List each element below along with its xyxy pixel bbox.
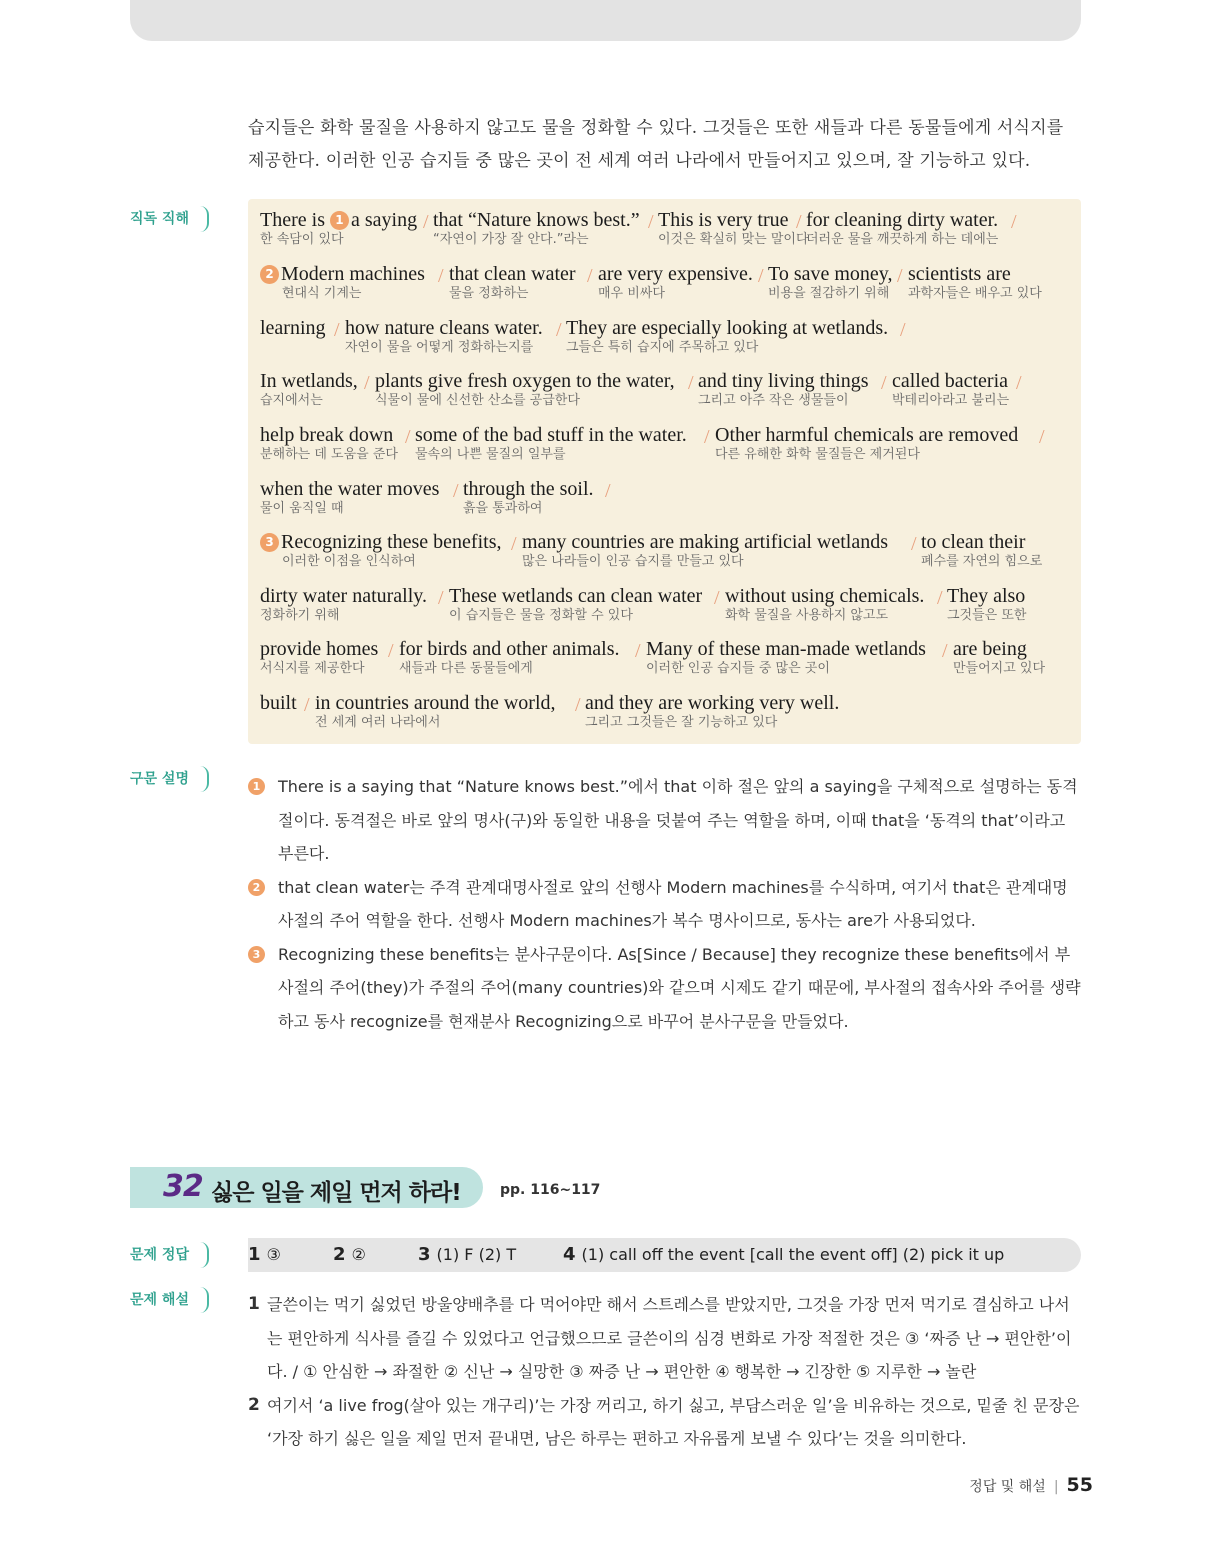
slash: / [511,533,517,555]
chunk [585,691,839,733]
chunk-en: This is very true [658,209,789,231]
number-badge: 2 [248,879,265,896]
slash: / [304,694,310,716]
slash: / [704,426,710,448]
chunk-kr: 습지에서는 [260,393,323,408]
chunk-en: dirty water naturally. [260,585,427,607]
chunk-en: and they are working very well. [585,692,840,714]
chunk-line [260,262,1075,316]
chunk [598,262,753,304]
label-answers: 문제 정답 [130,1242,209,1268]
top-header-bar [130,0,1081,41]
number-badge: 2 [260,265,279,284]
chunk [921,530,1042,572]
chunk-en: built [260,692,297,714]
answer-value: ② [351,1245,366,1264]
chunk-en: Many of these man-made wetlands [646,638,926,660]
chunk-en: There is 1 a saying [260,209,418,231]
chunk-en: called bacteria [892,370,1009,392]
chunk-kr: 물을 정화하는 [449,286,529,301]
chunk [566,316,888,358]
answer-item [248,1244,281,1265]
slash: / [714,587,720,609]
solution-text: 글쓴이는 먹기 싫었던 방울양배추를 다 먹어야만 해서 스트레스를 받았지만, 그것을 가장 먼저 먹기로 결심하고 나서는 편안하게 식사를 즐길 수 있었다고 언급했으므로 글쓴이의 심경 변화로 가장 적절한 것은 ③ ‘짜증 난 → 편안한’이다. / ① 안심한 → 좌절한 ② 신난 → 실망한 ③ 짜증 난 → 편안한 ④ 행복한 → 긴장한 ⑤ 지루한 → 놀란 [267,1295,1072,1381]
slash: / [1011,211,1017,233]
chunk-line [260,423,1075,477]
syntax-explanations [248,770,1081,1038]
explanation-item [248,770,1081,871]
chunk-en: through the soil. [463,478,594,500]
chunk [725,584,924,626]
chunk-en: and tiny living things [698,370,869,392]
chunk-en: for cleaning dirty water. [806,209,999,231]
chunk [947,584,1026,626]
chunk [260,369,358,411]
answer-bar [248,1238,1081,1272]
section-title: 싫은 일을 제일 먼저 하라! [211,1180,461,1206]
slash: / [635,640,641,662]
chunk [522,530,888,572]
chunk [768,262,893,304]
chunk-kr: 물속의 나쁜 물질의 일부를 [415,447,566,462]
answer-value: ③ [266,1245,281,1264]
chunk-line [260,316,1075,370]
chunk-kr: 다른 유해한 화학 물질들은 제거된다 [715,447,920,462]
chunk-kr: 이 습지들은 물을 정화할 수 있다 [449,608,633,623]
answer-value: (1) call off the event [call the event off] (2) pick it up [581,1245,1005,1264]
answer-number: 2 [333,1244,346,1265]
chunk [260,584,427,626]
slash: / [900,319,906,341]
number-badge: 3 [260,533,279,552]
chunk-en: are very expensive. [598,263,753,285]
solution-text: 여기서 ‘a live frog(살아 있는 개구리)’는 가장 꺼리고, 하기 싫고, 부담스러운 일’을 비유하는 것으로, 밑줄 친 문장은 ‘가장 하기 싫은 일을 제일 먼저 끝내면, 남은 하루는 편하고 자유롭게 보낼 수 있다’는 것을 의미한다. [267,1395,1080,1448]
chunk-en: To save money, [768,263,893,285]
chunk [315,691,556,733]
answer-item [333,1244,366,1265]
chunk-en: help break down [260,424,394,446]
chunk-kr: 그것들은 또한 [947,608,1027,623]
chunk [260,423,398,465]
slash: / [758,265,764,287]
section-pages: pp. 116~117 [500,1182,601,1198]
slash: / [587,265,593,287]
slash: / [423,211,429,233]
chunk-en: In wetlands, [260,370,358,392]
chunk-line [260,637,1075,691]
slash: / [1016,372,1022,394]
chunk [260,691,297,713]
slash: / [334,319,340,341]
chunk [260,477,439,519]
chunk [449,262,576,304]
solution-item [248,1288,1081,1389]
slash: / [648,211,654,233]
chunk-kr: 전 세계 여러 나라에서 [315,715,441,730]
slash: / [575,694,581,716]
chunk-kr: 폐수를 자연의 힘으로 [921,554,1043,569]
chunk-kr: 분해하는 데 도움을 준다 [260,447,398,462]
slash: / [453,480,459,502]
chunk-en: when the water moves [260,478,440,500]
translation-paragraph: 습지들은 화학 물질을 사용하지 않고도 물을 정화할 수 있다. 그것들은 또한 새들과 다른 동물들에게 서식지를 제공한다. 이러한 인공 습지들 중 많은 곳이 전 세계 여러 나라에서 만들어지고 있으며, 잘 기능하고 있다. [248,118,1064,171]
chunk-kr: 화학 물질을 사용하지 않고도 [725,608,889,623]
chunk-kr: 자연이 물을 어떻게 정화하는지를 [345,340,534,355]
number-badge: 1 [330,211,349,230]
chunk-kr: “자연이 가장 잘 안다.”라는 [433,232,589,247]
chunk-en: are being [953,638,1027,660]
chunk-kr: 비용을 절감하기 위해 [768,286,890,301]
slash: / [1039,426,1045,448]
slash: / [388,640,394,662]
chunk-kr: 매우 비싸다 [598,286,665,301]
slash: / [937,587,943,609]
chunk-kr: 흙을 통과하여 [463,501,543,516]
chunk-en: provide homes [260,638,379,660]
chunk [433,208,640,250]
chunk-en: 3 Recognizing these benefits, [260,530,502,554]
chunk [375,369,675,411]
answer-item [418,1244,516,1265]
number-badge: 1 [248,778,265,795]
solution-item [248,1389,1081,1456]
chunk-kr: 이러한 이점을 인식하여 [282,554,416,569]
chunk-kr: 그리고 그것들은 잘 기능하고 있다 [585,715,778,730]
slash: / [364,372,370,394]
chunk [953,637,1045,679]
slash: / [556,319,562,341]
chunk-en: Other harmful chemicals are removed [715,424,1019,446]
chunk-kr: 서식지를 제공한다 [260,661,365,676]
chunk [698,369,869,411]
chunk-reading-box [248,199,1081,744]
chunk-line [260,369,1075,423]
chunk [260,262,425,304]
slash: / [688,372,694,394]
chunk-kr: 물이 움직일 때 [260,501,344,516]
chunk-en: that “Nature knows best.” [433,209,640,231]
section-title-banner [130,1167,483,1208]
slash: / [605,480,611,502]
chunk-kr: 한 속담이 있다 [260,232,344,247]
page-footer: 정답 및 해설 | 55 [969,1474,1093,1496]
slash: / [881,372,887,394]
chunk-kr: 이것은 확실히 맞는 말이다 [658,232,809,247]
chunk [892,369,1009,411]
chunk-en: scientists are [908,263,1011,285]
chunk-en: some of the bad stuff in the water. [415,424,687,446]
answer-value: (1) F (2) T [436,1245,517,1264]
label-solutions: 문제 해설 [130,1287,209,1313]
solutions [248,1288,1081,1456]
chunk [260,316,326,338]
solution-number: 1 [248,1294,260,1314]
chunk-en: learning [260,317,326,339]
chunk [415,423,687,465]
solution-number: 2 [248,1394,260,1415]
chunk [908,262,1042,304]
chunk [463,477,594,519]
chunk-kr: 식물이 물에 신선한 산소를 공급한다 [375,393,580,408]
footer-label: 정답 및 해설 [969,1479,1046,1495]
chunk-kr: 그리고 아주 작은 생물들이 [698,393,849,408]
chunk-en: to clean their [921,531,1026,553]
chunk-kr: 이러한 인공 습지들 중 많은 곳이 [646,661,830,676]
slash: / [405,426,411,448]
chunk-en: in countries around the world, [315,692,556,714]
chunk-kr: 더러운 물을 깨끗하게 하는 데에는 [806,232,999,247]
label-direct-translation: 직독 직해 [130,206,209,232]
chunk-en: plants give fresh oxygen to the water, [375,370,675,392]
chunk-en: They are especially looking at wetlands. [566,317,889,339]
chunk-kr: 새들과 다른 동물들에게 [399,661,533,676]
slash: / [438,265,444,287]
chunk-en: for birds and other animals. [399,638,620,660]
chunk-en: 2 Modern machines [260,262,425,286]
chunk-kr: 과학자들은 배우고 있다 [908,286,1042,301]
chunk [658,208,809,250]
chunk [715,423,1018,465]
chunk-line [260,584,1075,638]
page-number: 55 [1066,1474,1093,1496]
slash: / [911,533,917,555]
chunk-line [260,477,1075,531]
chunk [449,584,702,626]
explanation-text: There is a saying that “Nature knows best.”에서 that 이하 절은 앞의 a saying을 구체적으로 설명하는 동격절이다. 동격절은 바로 앞의 명사(구)와 동일한 내용을 덧붙여 주는 역할을 하며, 이때 that을 ‘동격의 that’이라고 부른다. [278,777,1078,863]
chunk-line [260,530,1075,584]
slash: / [438,587,444,609]
chunk-en: how nature cleans water. [345,317,543,339]
explanation-text: that clean water는 주격 관계대명사절로 앞의 선행사 Modern machines를 수식하며, 여기서 that은 관계대명사절의 주어 역할을 한다. 선행사 Modern machines가 복수 명사이므로, 동사는 are가 사용되었다. [278,877,1068,930]
answer-number: 3 [418,1244,431,1265]
chunk-kr: 만들어지고 있다 [953,661,1046,676]
slash: / [897,265,903,287]
explanation-item [248,938,1081,1039]
label-syntax-explanation: 구문 설명 [130,766,209,792]
chunk [646,637,926,679]
answer-item [563,1244,1004,1265]
chunk-line [260,208,1075,262]
chunk [260,530,502,572]
chunk-kr: 그들은 특히 습지에 주목하고 있다 [566,340,759,355]
chunk-en: without using chemicals. [725,585,925,607]
slash: / [942,640,948,662]
chunk [399,637,620,679]
number-badge: 3 [248,946,265,963]
slash: / [796,211,802,233]
chunk [345,316,543,358]
answer-number: 4 [563,1244,576,1265]
explanation-text: Recognizing these benefits는 분사구문이다. As[Since / Because] they recognize these benefits에서 부사절의 주어(they)가 주절의 주어(many countries)와 같으며 시제도 같기 때문에, 부사절의 접속사와 주어를 생략하고 동사 recognize를 현재분사 Recognizing으로 바꾸어 분사구문을 만들었다. [278,944,1081,1031]
chunk-line [260,691,1075,745]
answer-number: 1 [248,1244,261,1265]
chunk [806,208,998,250]
chunk-kr: 정화하기 위해 [260,608,340,623]
section-number: 32 [163,1169,203,1204]
chunk [260,208,417,250]
chunk-kr: 많은 나라들이 인공 습지를 만들고 있다 [522,554,744,569]
chunk [260,637,378,679]
chunk-en: many countries are making artificial wetlands [522,531,888,553]
chunk-en: They also [947,585,1026,607]
chunk-en: These wetlands can clean water [449,585,703,607]
chunk-kr: 박테리아라고 불리는 [892,393,1010,408]
chunk-kr: 현대식 기계는 [282,286,362,301]
explanation-item [248,871,1081,938]
chunk-en: that clean water [449,263,576,285]
